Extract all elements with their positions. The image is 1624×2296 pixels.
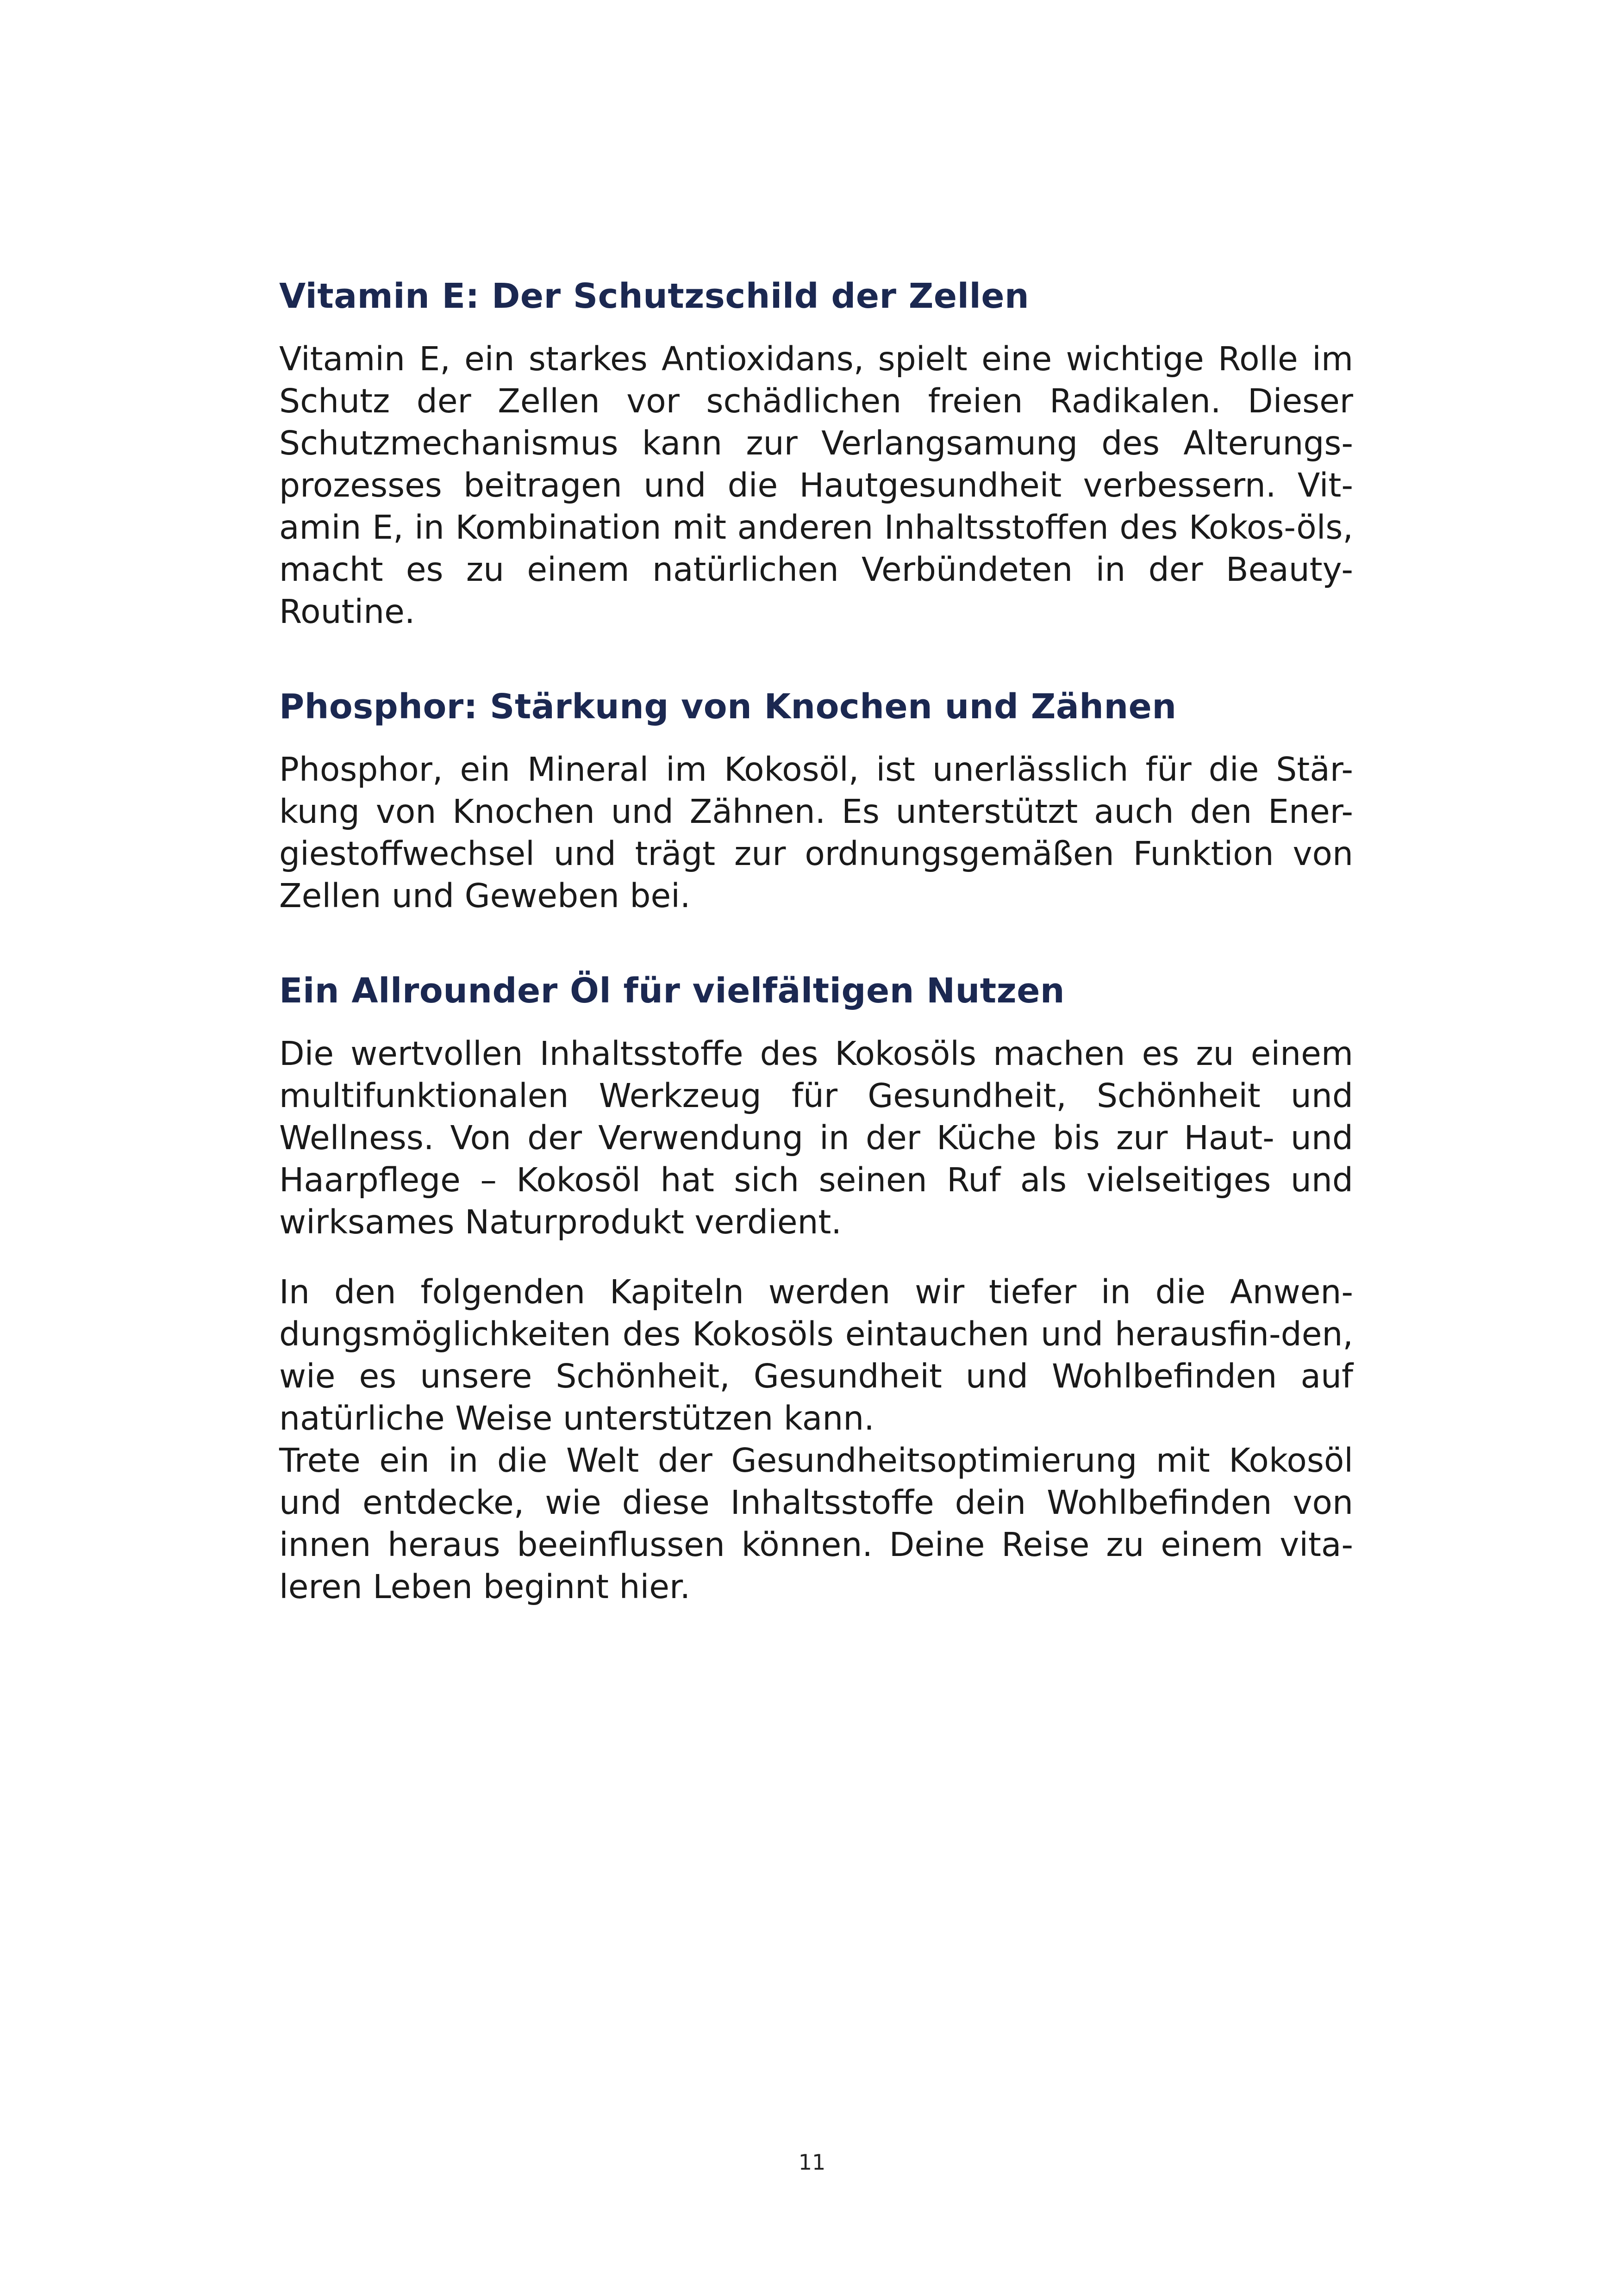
page-number: 11 bbox=[798, 2150, 826, 2175]
paragraph: Vitamin E, ein starkes Antioxidans, spielt eine wichtige Rolle im Schutz der Zellen vor schädlichen freien Radikalen. Dieser Schutzmechanismus kann zur Verlangsamung des Alterungs-prozesses beitragen und die Hautgesundheit verbessern. Vit-amin E, in Kombination mit anderen Inhaltsstoffen des Kokos-öls, macht es zu einem natürlichen Verbündeten in der Beauty-Routine. bbox=[279, 340, 1353, 631]
section-heading: Vitamin E: Der Schutzschild der Zellen bbox=[279, 276, 1030, 316]
paragraph: Trete ein in die Welt der Gesundheitsoptimierung mit Kokosöl und entdecke, wie diese Inhaltsstoffe dein Wohlbefinden von innen heraus beeinflussen können. Deine Reise zu einem vita-leren Leben beginnt hier. bbox=[279, 1441, 1353, 1606]
paragraph: Phosphor, ein Mineral im Kokosöl, ist unerlässlich für die Stär-kung von Knochen und Zähnen. Es unterstützt auch den Ener-giestoffwechsel und trägt zur ordnungsgemäßen Funktion von Zellen und Geweben bei. bbox=[279, 750, 1353, 915]
section-heading: Phosphor: Stärkung von Knochen und Zähnen bbox=[279, 687, 1177, 727]
section-phosphor bbox=[279, 684, 1353, 917]
section-heading: Ein Allrounder Öl für vielfältigen Nutzen bbox=[279, 971, 1065, 1011]
paragraph: Die wertvollen Inhaltsstoffe des Kokosöls machen es zu einem multifunktionalen Werkzeug für Gesundheit, Schönheit und Wellness. Von der Verwendung in der Küche bis zur Haut- und Haarpflege – Kokosöl hat sich seinen Ruf als vielseitiges und wirksames Naturprodukt verdient. bbox=[279, 1034, 1353, 1241]
section-allrounder bbox=[279, 968, 1353, 1608]
section-vitamin-e bbox=[279, 273, 1353, 633]
page-content bbox=[279, 273, 1353, 1659]
paragraph: In den folgenden Kapiteln werden wir tiefer in die Anwen-dungsmöglichkeiten des Kokosöls eintauchen und herausfin-den, wie es unsere Schönheit, Gesundheit und Wohlbefinden auf natürliche Weise unterstützen kann. bbox=[279, 1273, 1353, 1437]
